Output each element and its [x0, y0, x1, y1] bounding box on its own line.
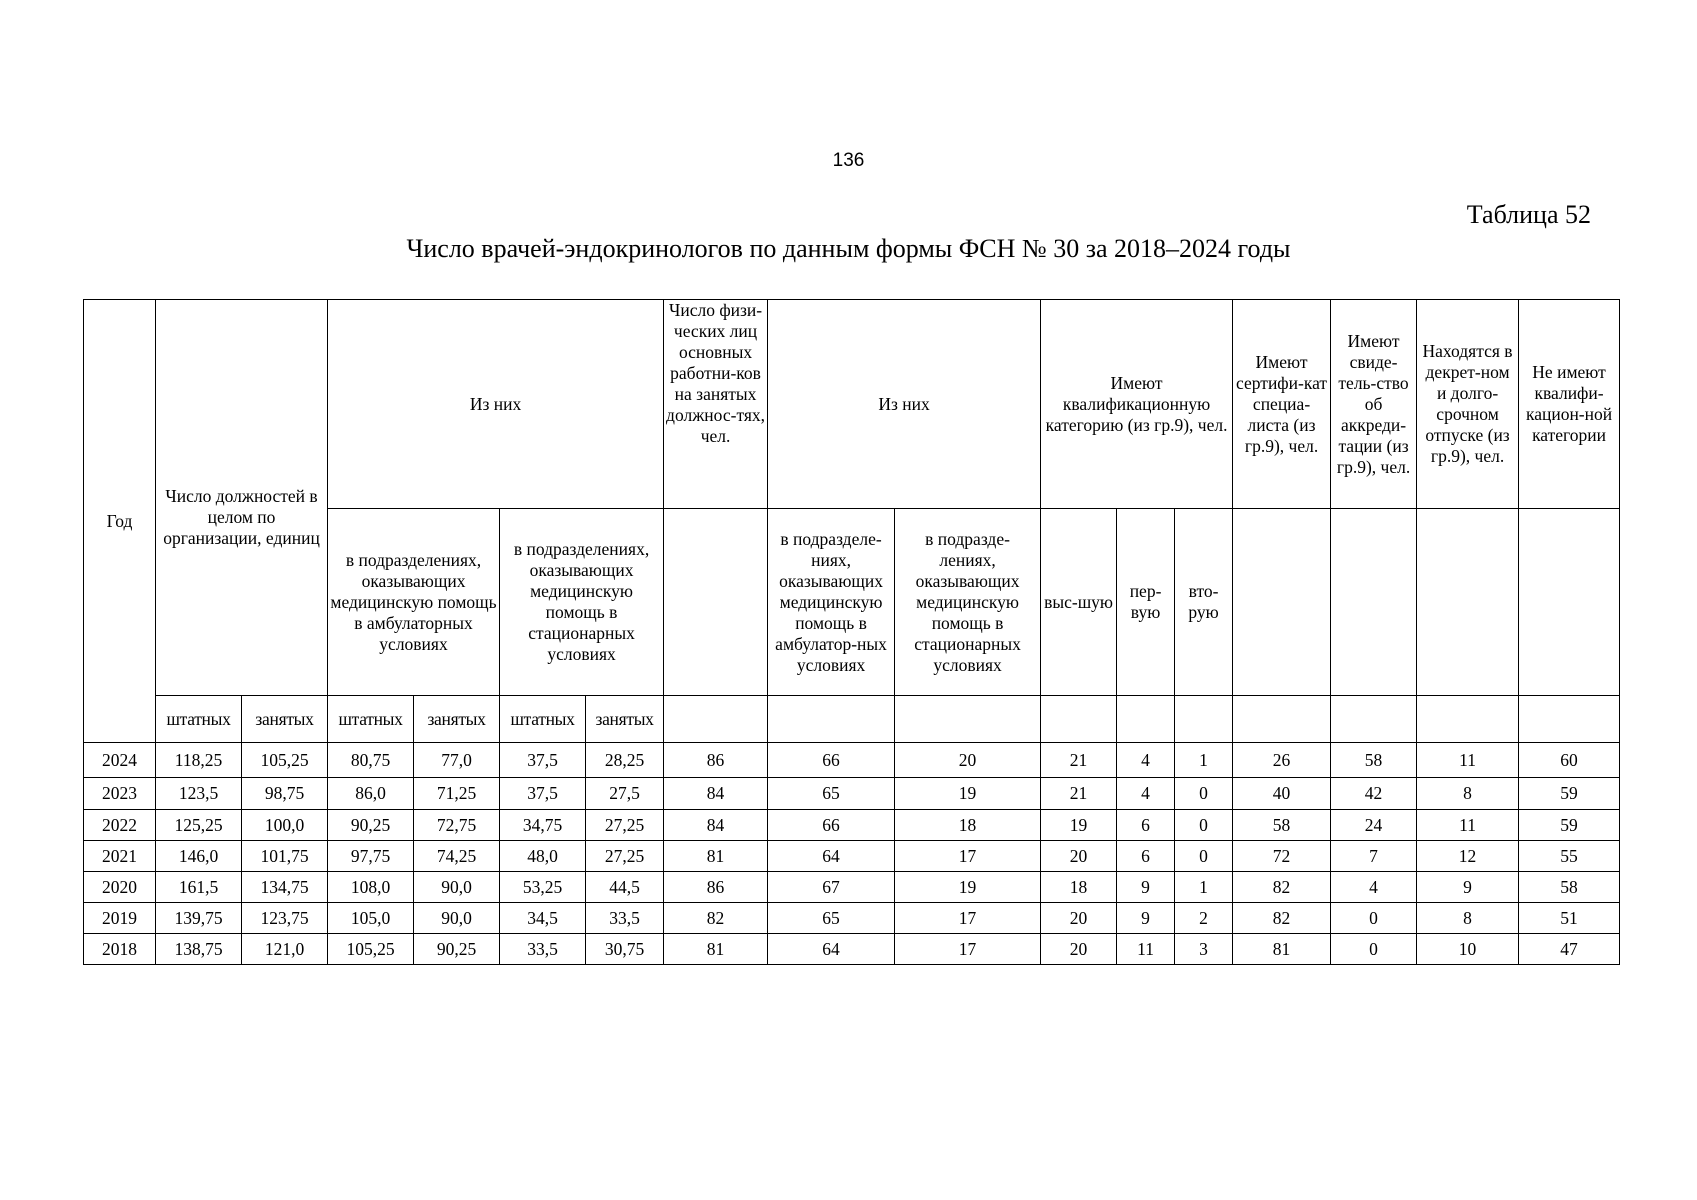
year-cell: 2024 — [84, 743, 156, 778]
table-cell: 65 — [768, 778, 895, 810]
table-cell: 84 — [664, 810, 768, 841]
table-cell: 4 — [1117, 743, 1175, 778]
table-cell: 100,0 — [242, 810, 328, 841]
table-cell: 4 — [1331, 872, 1417, 903]
header-stat-positions: в подразделениях, оказывающих медицинскую помощь в стационарных условиях — [500, 509, 664, 696]
table-row — [84, 903, 1620, 934]
header-staff: штатных — [328, 696, 414, 743]
header-empty — [1175, 696, 1233, 743]
table-cell: 28,25 — [586, 743, 664, 778]
table-cell: 58 — [1331, 743, 1417, 778]
table-cell: 71,25 — [414, 778, 500, 810]
table-cell: 8 — [1417, 903, 1519, 934]
header-empty — [1041, 696, 1117, 743]
table-cell: 4 — [1117, 778, 1175, 810]
table-cell: 55 — [1519, 841, 1620, 872]
table-cell: 11 — [1417, 810, 1519, 841]
table-cell: 86 — [664, 743, 768, 778]
table-cell: 20 — [1041, 841, 1117, 872]
table-cell: 90,0 — [414, 872, 500, 903]
header-empty — [768, 696, 895, 743]
table-cell: 20 — [1041, 934, 1117, 965]
table-cell: 8 — [1417, 778, 1519, 810]
table-cell: 0 — [1331, 903, 1417, 934]
table-body — [84, 743, 1620, 965]
table-cell: 17 — [895, 934, 1041, 965]
table-cell: 0 — [1331, 934, 1417, 965]
table-cell: 66 — [768, 743, 895, 778]
table-cell: 81 — [1233, 934, 1331, 965]
table-cell: 53,25 — [500, 872, 586, 903]
table-cell: 11 — [1117, 934, 1175, 965]
table-cell: 0 — [1175, 810, 1233, 841]
table-cell: 123,75 — [242, 903, 328, 934]
header-second: вто-рую — [1175, 509, 1233, 696]
table-cell: 84 — [664, 778, 768, 810]
table-cell: 90,25 — [328, 810, 414, 841]
table-cell: 3 — [1175, 934, 1233, 965]
table-cell: 34,5 — [500, 903, 586, 934]
table-row — [84, 743, 1620, 778]
year-cell: 2022 — [84, 810, 156, 841]
year-cell: 2020 — [84, 872, 156, 903]
table-cell: 74,25 — [414, 841, 500, 872]
table-cell: 30,75 — [586, 934, 664, 965]
header-of-them-individuals: Из них — [768, 300, 1041, 509]
table-cell: 146,0 — [156, 841, 242, 872]
table-cell: 0 — [1175, 778, 1233, 810]
table-row — [84, 810, 1620, 841]
table-cell: 60 — [1519, 743, 1620, 778]
table-cell: 10 — [1417, 934, 1519, 965]
table-cell: 77,0 — [414, 743, 500, 778]
table-cell: 7 — [1331, 841, 1417, 872]
table-cell: 161,5 — [156, 872, 242, 903]
table-cell: 59 — [1519, 778, 1620, 810]
table-row — [84, 778, 1620, 810]
table-cell: 67 — [768, 872, 895, 903]
table-cell: 58 — [1519, 872, 1620, 903]
table-cell: 105,25 — [328, 934, 414, 965]
header-empty — [664, 509, 768, 696]
table-cell: 108,0 — [328, 872, 414, 903]
table-cell: 65 — [768, 903, 895, 934]
header-highest: выс-шую — [1041, 509, 1117, 696]
header-accreditation: Имеют свиде-тель-ство об аккреди-тации (из гр.9), чел. — [1331, 300, 1417, 509]
table-cell: 18 — [1041, 872, 1117, 903]
table-cell: 82 — [664, 903, 768, 934]
table-cell: 33,5 — [586, 903, 664, 934]
table-cell: 90,25 — [414, 934, 500, 965]
header-empty — [1331, 696, 1417, 743]
header-positions-total: Число должностей в целом по организации, единиц — [156, 300, 328, 696]
header-empty — [664, 696, 768, 743]
table-cell: 6 — [1117, 810, 1175, 841]
table-cell: 9 — [1117, 903, 1175, 934]
table-cell: 21 — [1041, 778, 1117, 810]
table-cell: 81 — [664, 934, 768, 965]
table-cell: 2 — [1175, 903, 1233, 934]
table-cell: 37,5 — [500, 778, 586, 810]
table-cell: 134,75 — [242, 872, 328, 903]
table-cell: 17 — [895, 903, 1041, 934]
table-cell: 123,5 — [156, 778, 242, 810]
table-cell: 82 — [1233, 903, 1331, 934]
table-cell: 105,25 — [242, 743, 328, 778]
table-cell: 139,75 — [156, 903, 242, 934]
header-first: пер-вую — [1117, 509, 1175, 696]
header-qualification: Имеют квалификационную категорию (из гр.9), чел. — [1041, 300, 1233, 509]
table-cell: 121,0 — [242, 934, 328, 965]
table-cell: 72 — [1233, 841, 1331, 872]
header-empty — [1331, 509, 1417, 696]
table-cell: 27,25 — [586, 841, 664, 872]
header-certificate: Имеют сертифи-кат специа-листа (из гр.9), чел. — [1233, 300, 1331, 509]
header-empty — [1233, 509, 1331, 696]
table-cell: 19 — [895, 872, 1041, 903]
header-of-them-positions: Из них — [328, 300, 664, 509]
endocrinologists-table — [83, 299, 1620, 965]
table-cell: 105,0 — [328, 903, 414, 934]
table-cell: 1 — [1175, 872, 1233, 903]
table-cell: 27,5 — [586, 778, 664, 810]
table-cell: 9 — [1117, 872, 1175, 903]
table-cell: 97,75 — [328, 841, 414, 872]
table-title: Число врачей-эндокринологов по данным формы ФСН № 30 за 2018–2024 годы — [406, 234, 1291, 263]
table-cell: 82 — [1233, 872, 1331, 903]
header-empty — [1519, 696, 1620, 743]
table-cell: 26 — [1233, 743, 1331, 778]
header-staff: штатных — [500, 696, 586, 743]
header-amb-individuals: в подразделе-ниях, оказывающих медицинскую помощь в амбулатор-ных условиях — [768, 509, 895, 696]
table-cell: 19 — [895, 778, 1041, 810]
table-cell: 81 — [664, 841, 768, 872]
table-cell: 34,75 — [500, 810, 586, 841]
table-cell: 101,75 — [242, 841, 328, 872]
table-cell: 11 — [1417, 743, 1519, 778]
header-empty — [895, 696, 1041, 743]
year-cell: 2019 — [84, 903, 156, 934]
table-cell: 48,0 — [500, 841, 586, 872]
table-cell: 98,75 — [242, 778, 328, 810]
table-cell: 86 — [664, 872, 768, 903]
year-cell: 2023 — [84, 778, 156, 810]
table-cell: 17 — [895, 841, 1041, 872]
table-cell: 37,5 — [500, 743, 586, 778]
table-cell: 27,25 — [586, 810, 664, 841]
table-cell: 42 — [1331, 778, 1417, 810]
header-staff: штатных — [156, 696, 242, 743]
header-occupied: занятых — [414, 696, 500, 743]
header-occupied: занятых — [242, 696, 328, 743]
table-cell: 64 — [768, 841, 895, 872]
table-cell: 80,75 — [328, 743, 414, 778]
table-cell: 64 — [768, 934, 895, 965]
table-cell: 33,5 — [500, 934, 586, 965]
table-cell: 20 — [1041, 903, 1117, 934]
table-cell: 86,0 — [328, 778, 414, 810]
header-empty — [1519, 509, 1620, 696]
header-empty — [1417, 696, 1519, 743]
table-cell: 47 — [1519, 934, 1620, 965]
table-row — [84, 841, 1620, 872]
table-cell: 21 — [1041, 743, 1117, 778]
table-cell: 20 — [895, 743, 1041, 778]
table-cell: 12 — [1417, 841, 1519, 872]
year-cell: 2021 — [84, 841, 156, 872]
table-cell: 24 — [1331, 810, 1417, 841]
table-cell: 0 — [1175, 841, 1233, 872]
table-cell: 18 — [895, 810, 1041, 841]
table-cell: 40 — [1233, 778, 1331, 810]
table-cell: 6 — [1117, 841, 1175, 872]
header-amb-positions: в подразделениях, оказывающих медицинскую помощь в амбулаторных условиях — [328, 509, 500, 696]
table-cell: 9 — [1417, 872, 1519, 903]
page-number: 136 — [832, 150, 865, 171]
table-row — [84, 934, 1620, 965]
table-cell: 44,5 — [586, 872, 664, 903]
year-cell: 2018 — [84, 934, 156, 965]
table-cell: 90,0 — [414, 903, 500, 934]
header-individuals: Число физи-ческих лиц основных работни-ков на занятых должнос-тях, чел. — [664, 300, 768, 509]
header-year: Год — [84, 300, 156, 743]
table-cell: 138,75 — [156, 934, 242, 965]
table-row — [84, 872, 1620, 903]
table-cell: 66 — [768, 810, 895, 841]
header-stat-individuals: в подразде-лениях, оказывающих медицинскую помощь в стационарных условиях — [895, 509, 1041, 696]
table-cell: 59 — [1519, 810, 1620, 841]
table-cell: 125,25 — [156, 810, 242, 841]
header-no-category: Не имеют квалифи-кацион-ной категории — [1519, 300, 1620, 509]
header-empty — [1233, 696, 1331, 743]
header-leave: Находятся в декрет-ном и долго-срочном отпуске (из гр.9), чел. — [1417, 300, 1519, 509]
table-label: Таблица 52 — [1466, 200, 1591, 229]
header-empty — [1117, 696, 1175, 743]
table-cell: 19 — [1041, 810, 1117, 841]
table-cell: 118,25 — [156, 743, 242, 778]
table-cell: 1 — [1175, 743, 1233, 778]
table-cell: 51 — [1519, 903, 1620, 934]
table-cell: 72,75 — [414, 810, 500, 841]
table-cell: 58 — [1233, 810, 1331, 841]
header-empty — [1417, 509, 1519, 696]
header-occupied: занятых — [586, 696, 664, 743]
